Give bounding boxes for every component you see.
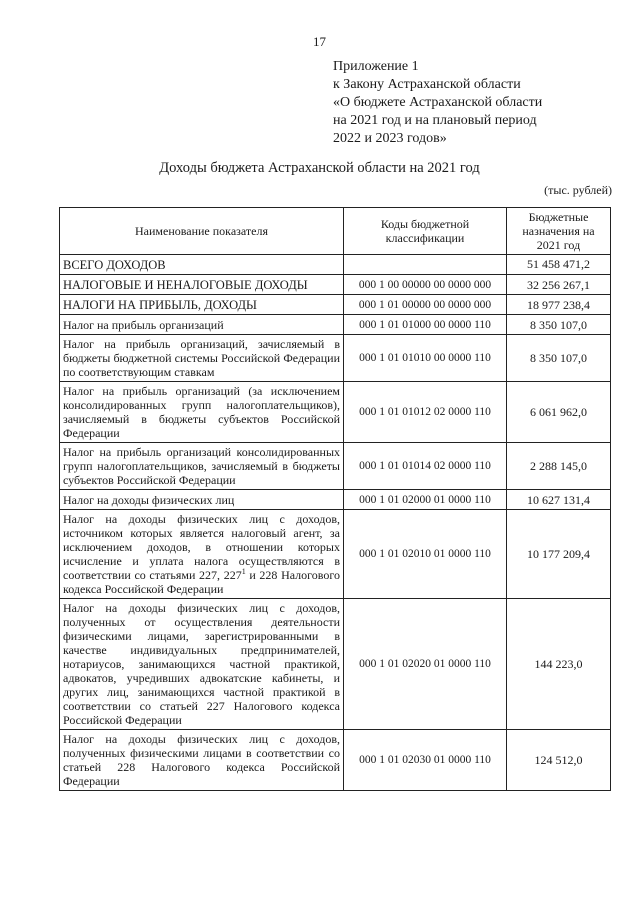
header-indicator-name: Наименование показателя [60,208,344,255]
row-amount: 6 061 962,0 [507,382,611,443]
row-amount: 10 177 209,4 [507,510,611,599]
row-code: 000 1 01 01010 00 0000 110 [344,335,507,382]
appendix-line: на 2021 год и на плановый период [333,113,537,128]
row-name [60,510,344,599]
row-amount: 51 458 471,2 [507,255,611,275]
table-row [60,730,611,791]
row-code: 000 1 01 02030 01 0000 110 [344,730,507,791]
appendix-line: «О бюджете Астраханской области [333,95,543,110]
table-row [60,315,611,335]
row-amount: 2 288 145,0 [507,443,611,490]
row-amount: 8 350 107,0 [507,315,611,335]
table-row [60,382,611,443]
table-row [60,443,611,490]
row-code: 000 1 01 02010 01 0000 110 [344,510,507,599]
table-row [60,255,611,275]
row-name: Налог на доходы физических лиц с доходов, полученных физическими лицами в соответствии со статьей 228 Налогового кодекса Российской Федерации [60,730,344,791]
appendix-line: к Закону Астраханской области [333,77,521,92]
row-name-text: и 228 Налогового кодекса Российской Федерации [63,568,340,596]
row-code: 000 1 01 01014 02 0000 110 [344,443,507,490]
row-name: Налог на доходы физических лиц [60,490,344,510]
row-amount: 8 350 107,0 [507,335,611,382]
table-row [60,335,611,382]
row-amount: 124 512,0 [507,730,611,791]
footnote-superscript: 1 [241,567,246,576]
row-name: Налог на доходы физических лиц с доходов, полученных от осуществления деятельности физическими лицами, зарегистрированными в качестве индивидуальных предпринимателей, нотариусов, занимающихся частной практикой, адвокатов, учредивших адвокатские кабинеты, и других лиц, занимающихся частной практикой в соответствии со статьей 227 Налогового кодекса Российской Федерации [60,599,344,730]
row-name: Налог на прибыль организаций, зачисляемый в бюджеты бюджетной системы Российской Федерации по соответствующим ставкам [60,335,344,382]
row-name: ВСЕГО ДОХОДОВ [60,255,344,275]
row-code [344,255,507,275]
row-name: НАЛОГОВЫЕ И НЕНАЛОГОВЫЕ ДОХОДЫ [60,275,344,295]
appendix-line: Приложение 1 [333,59,419,74]
row-name: Налог на прибыль организаций [60,315,344,335]
row-amount: 144 223,0 [507,599,611,730]
row-code: 000 1 00 00000 00 0000 000 [344,275,507,295]
appendix-line: 2022 и 2023 годов» [333,131,447,146]
row-amount: 18 977 238,4 [507,295,611,315]
table-row [60,295,611,315]
row-code: 000 1 01 01012 02 0000 110 [344,382,507,443]
table-header-row [60,208,611,255]
units-label: (тыс. рублей) [544,183,612,197]
row-code: 000 1 01 00000 00 0000 000 [344,295,507,315]
table-row [60,490,611,510]
row-name: Налог на прибыль организаций консолидированных групп налогоплательщиков, зачисляемый в бюджеты субъектов Российской Федерации [60,443,344,490]
row-amount: 32 256 267,1 [507,275,611,295]
row-name: НАЛОГИ НА ПРИБЫЛЬ, ДОХОДЫ [60,295,344,315]
row-amount: 10 627 131,4 [507,490,611,510]
revenue-table [59,207,611,791]
page-number: 17 [313,34,326,49]
row-name-text: Налог на доходы физических лиц с доходов, источником которых является налоговый агент, за исключением доходов, в отношении которых исчисление и уплата налога осуществляются в соответствии со статьями 227, 227 [63,512,340,582]
header-budget-amount: Бюджетные назначения на 2021 год [507,208,611,255]
row-code: 000 1 01 02020 01 0000 110 [344,599,507,730]
row-code: 000 1 01 02000 01 0000 110 [344,490,507,510]
document-title: Доходы бюджета Астраханской области на 2021 год [159,160,480,176]
header-budget-code: Коды бюджетной классификации [344,208,507,255]
table-row [60,599,611,730]
row-code: 000 1 01 01000 00 0000 110 [344,315,507,335]
table-row [60,275,611,295]
row-name: Налог на прибыль организаций (за исключением консолидированных групп налогоплательщиков), зачисляемый в бюджеты субъектов Российской Федерации [60,382,344,443]
appendix-note [333,58,542,148]
table-row [60,510,611,599]
